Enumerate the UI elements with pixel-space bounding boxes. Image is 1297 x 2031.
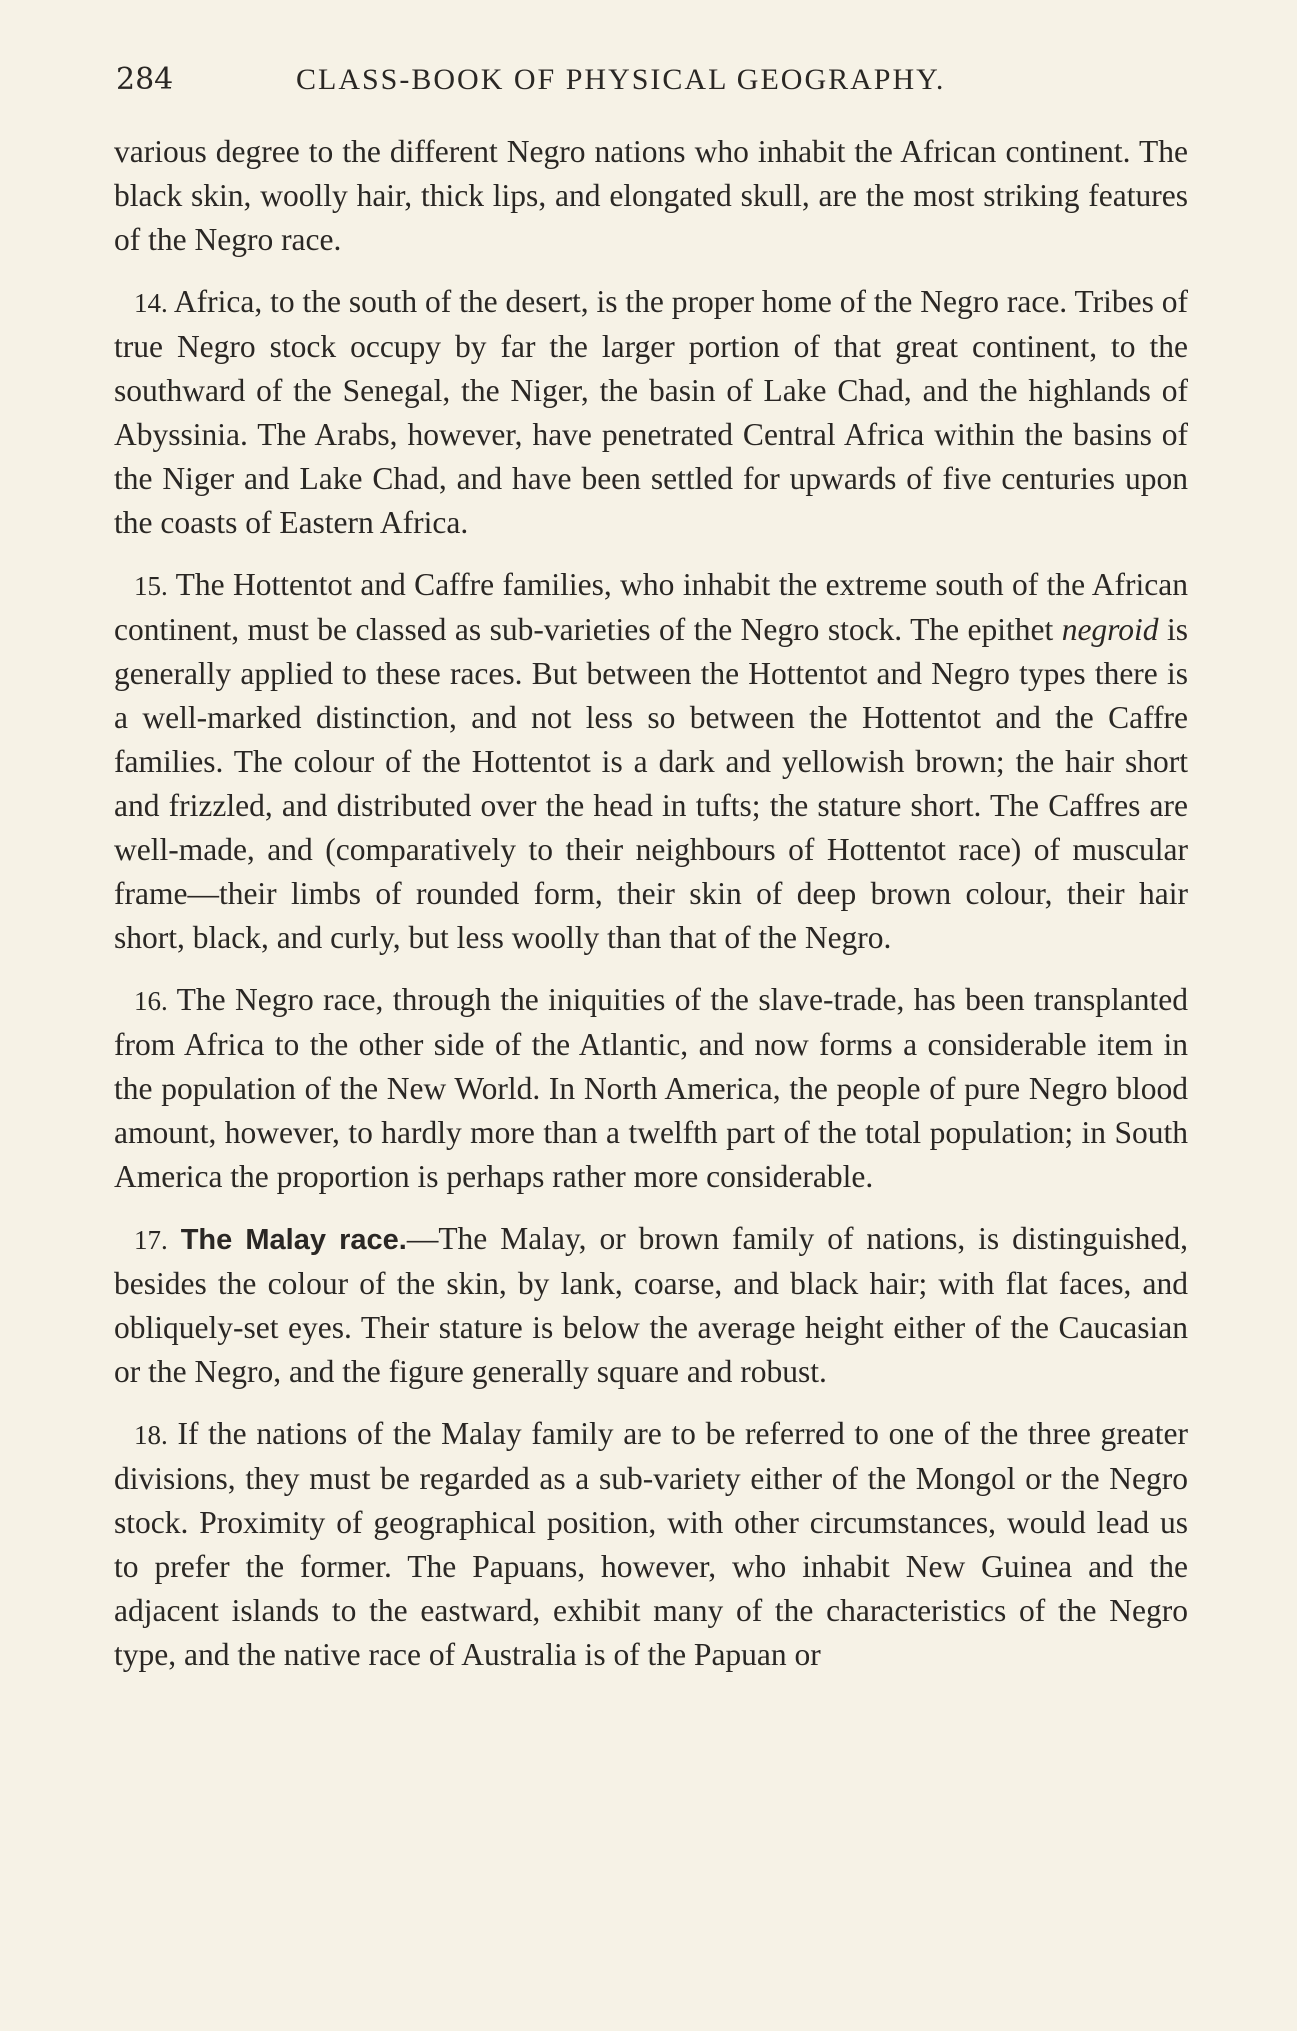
paragraph-16 <box>114 978 1188 1199</box>
paragraph-text: various degree to the different Negro nations who inhabit the African continent. The black skin, woolly hair, thick lips, and elongated skull, are the most striking features of the Negro race. <box>114 134 1188 257</box>
paragraph-number: 16. <box>134 986 168 1016</box>
paragraph-14 <box>114 280 1188 545</box>
paragraph-number: 14. <box>134 288 168 318</box>
paragraph-number: 18. <box>134 1420 168 1450</box>
running-header <box>116 62 1196 106</box>
page-number: 284 <box>116 62 174 97</box>
paragraph-number: 17. <box>134 1225 168 1255</box>
running-title: CLASS-BOOK OF PHYSICAL GEOGRAPHY. <box>296 63 946 96</box>
paragraph-number: 15. <box>134 571 168 601</box>
paragraph-text: The Negro race, through the iniquities of the slave-trade, has been transplanted from Africa to the other side of the Atlantic, and now forms a considerable item in the population of the New World. In North America, the people of pure Negro blood amount, however, to hardly more than a twelfth part of the total population; in South America the proportion is perhaps rather more considerable. <box>114 982 1188 1194</box>
paragraph-18 <box>114 1412 1188 1677</box>
paragraph-text: If the nations of the Malay family are to be referred to one of the three greater divisions, they must be regarded as a sub-variety either of the Mongol or the Negro stock. Proximity of geographical position, with other circumstances, would lead us to prefer the former. The Papuans, however, who inhabit New Guinea and the adjacent islands to the eastward, exhibit many of the characteristics of the Negro type, and the native race of Australia is of the Papuan or <box>114 1416 1188 1672</box>
section-heading: The Malay race. <box>180 1224 407 1256</box>
paragraph-text: —The Malay, or brown family of nations, is distinguished, besides the colour of the skin, by lank, coarse, and black hair; with flat faces, and obliquely-set eyes. Their stature is below the average height either of the Caucasian or the Negro, and the figure generally square and robust. <box>114 1221 1189 1389</box>
paragraph-text: The Hottentot and Caffre families, who inhabit the extreme south of the African continent, must be classed as sub-varieties of the Negro stock. The epithet <box>114 567 1188 647</box>
paragraph-15 <box>114 563 1188 960</box>
paragraph-text: is generally applied to these races. But between the Hottentot and Negro types there is a well-marked distinction, and not less so between the Hottentot and the Caffre families. The colour of the Hottentot is a dark and yellowish brown; the hair short and frizzled, and distributed over the head in tufts; the stature short. The Caffres are well-made, and (comparatively to their neighbours of Hottentot race) of muscular frame—their limbs of rounded form, their skin of deep brown colour, their hair short, black, and curly, but less woolly than that of the Negro. <box>114 612 1189 955</box>
body-text <box>114 130 1188 1695</box>
paragraph-continued <box>114 130 1188 262</box>
paragraph-17 <box>114 1217 1188 1394</box>
italic-term: negroid <box>1061 612 1159 647</box>
paragraph-text: Africa, to the south of the desert, is the proper home of the Negro race. Tribes of true Negro stock occupy by far the larger portion of that great continent, to the southward of the Senegal, the Niger, the basin of Lake Chad, and the highlands of Abyssinia. The Arabs, however, have penetrated Central Africa within the basins of the Niger and Lake Chad, and have been settled for upwards of five centuries upon the coasts of Eastern Africa. <box>114 284 1188 540</box>
